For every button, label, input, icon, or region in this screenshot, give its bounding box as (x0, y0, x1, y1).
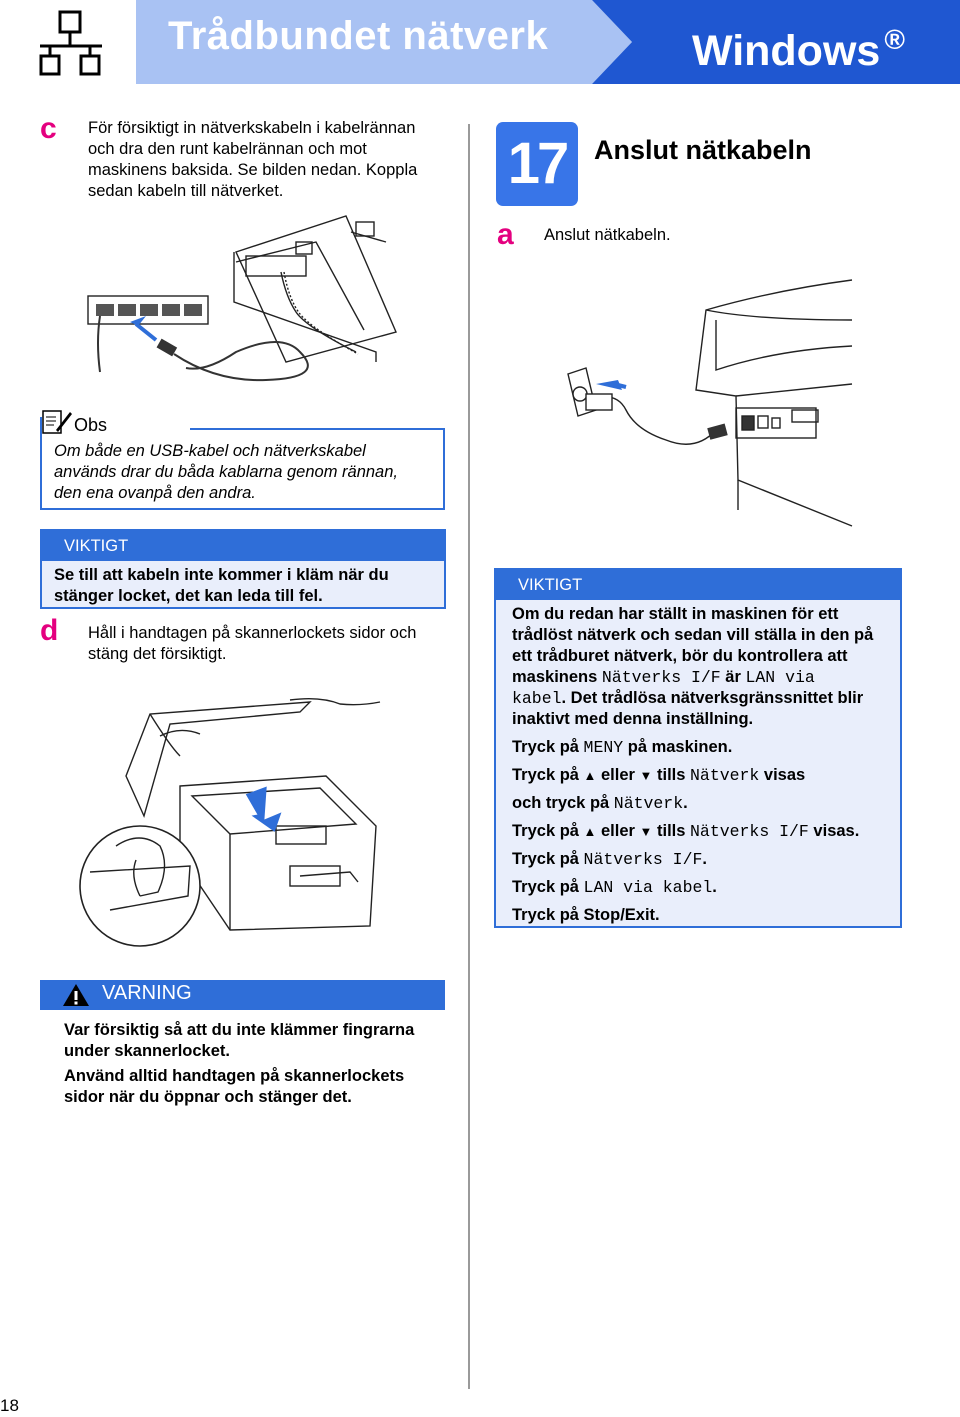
header-os-label (692, 24, 905, 76)
instruction-step (512, 877, 717, 898)
step-c-line: För försiktigt in nätverkskabeln i kabelrännan (88, 119, 416, 137)
menu-value: LAN via (745, 668, 815, 687)
important-line: stänger locket, det kan leda till fel. (54, 587, 323, 605)
warning-icon (62, 983, 90, 1007)
text-part: . Det trådlösa nätverksgränssnittet blir (561, 689, 864, 707)
menu-value: Nätverks I/F (601, 668, 721, 687)
up-arrow-icon: ▲ (583, 768, 597, 783)
text-part: visas (759, 766, 806, 784)
important-intro-line: Om du redan har ställt in maskinen för ett (512, 605, 839, 623)
step-a-text: Anslut nätkabeln. (544, 226, 671, 244)
note-pencil-icon (42, 408, 72, 434)
menu-value: Nätverk (690, 766, 760, 785)
instruction-step (512, 765, 805, 786)
text-part: Tryck på (512, 738, 584, 756)
important-box-right (494, 568, 902, 928)
text-part: och tryck på (512, 794, 614, 812)
text-part: Tryck på (512, 850, 584, 868)
warning-line: Var försiktig så att du inte klämmer fingrarna (64, 1021, 415, 1039)
registered-mark: ® (884, 24, 905, 55)
important-intro-line: trådlöst nätverk och sedan vill ställa in den på (512, 626, 874, 644)
step-title: Anslut nätkabeln (594, 135, 812, 165)
cable-routing-illustration (86, 212, 386, 392)
important-box-left (40, 529, 446, 609)
step-c-text (88, 118, 458, 202)
step-d-text (88, 623, 458, 665)
page-number: 18 (0, 1396, 19, 1415)
text-part: tills (652, 766, 691, 784)
step-d-line: stäng det försiktigt. (88, 645, 227, 663)
up-arrow-icon: ▲ (583, 824, 597, 839)
step-c-line: maskinens baksida. Se bilden nedan. Koppla (88, 161, 418, 179)
warning-line: sidor när du öppnar och stänger det. (64, 1088, 352, 1106)
note-line: används drar du båda kablarna genom rännan, (54, 463, 398, 481)
down-arrow-icon: ▼ (639, 824, 653, 839)
important-line: Se till att kabeln inte kommer i kläm när du (54, 566, 389, 584)
text-part: eller (596, 822, 640, 840)
header-title: Trådbundet nätverk (168, 14, 549, 58)
text-part: maskinens (512, 668, 602, 686)
step-number-badge: 17 (496, 122, 578, 206)
warning-line: under skannerlocket. (64, 1042, 230, 1060)
text-part: på maskinen. (623, 738, 733, 756)
scanner-cover-illustration (80, 696, 390, 950)
menu-value: LAN via kabel (583, 878, 713, 897)
note-line: Om både en USB-kabel och nätverkskabel (54, 442, 366, 460)
text-part: Tryck på (512, 822, 584, 840)
important-intro-line: ett trådburet nätverk, bör du kontrollera att (512, 647, 848, 665)
step-c-line: och dra den runt kabelrännan och mot (88, 140, 367, 158)
text-part: . (712, 878, 717, 896)
column-divider (468, 124, 470, 1389)
warning-line: Använd alltid handtagen på skannerlockets (64, 1067, 405, 1085)
down-arrow-icon: ▼ (639, 768, 653, 783)
menu-value: kabel (512, 689, 562, 708)
important-intro-line (512, 688, 863, 709)
warning-title: VARNING (102, 982, 192, 1004)
important-text (42, 561, 444, 607)
step-letter-a: a (497, 218, 514, 251)
important-intro-line (512, 667, 815, 688)
important-title-right: VIKTIGT (496, 570, 900, 600)
instruction-step (512, 821, 859, 842)
os-name: Windows (692, 27, 881, 75)
warning-text-2 (64, 1066, 444, 1108)
menu-value: Nätverk (613, 794, 684, 813)
text-part: . (683, 794, 688, 812)
instruction-step: Tryck på Stop/Exit. (512, 906, 660, 924)
text-part: . (702, 850, 707, 868)
instruction-step (512, 849, 707, 870)
note-title: Obs (74, 415, 108, 435)
step-letter-c: c (40, 112, 57, 145)
note-line: den ena ovanpå den andra. (54, 484, 256, 502)
important-title: VIKTIGT (42, 531, 444, 561)
text-part: är (720, 668, 746, 686)
power-cable-illustration (556, 280, 856, 530)
instruction-step (512, 793, 688, 814)
step-d-line: Håll i handtagen på skannerlockets sidor och (88, 624, 417, 642)
important-intro-line: inaktivt med denna inställning. (512, 710, 754, 728)
text-part: visas. (808, 822, 860, 840)
warning-header (40, 980, 445, 1010)
text-part: tills (652, 822, 691, 840)
menu-value: Nätverks I/F (690, 822, 809, 841)
page-header (0, 0, 960, 84)
text-part: eller (596, 766, 640, 784)
text-part: Tryck på (512, 766, 584, 784)
step-letter-d: d (40, 614, 59, 647)
note-text (54, 441, 434, 504)
menu-value: Nätverks I/F (583, 850, 703, 869)
warning-text-1 (64, 1020, 444, 1062)
step-c-line: sedan kabeln till nätverket. (88, 182, 284, 200)
text-part: Tryck på (512, 878, 584, 896)
menu-value: MENY (583, 738, 624, 757)
network-icon (38, 10, 104, 78)
instruction-step (512, 737, 732, 758)
